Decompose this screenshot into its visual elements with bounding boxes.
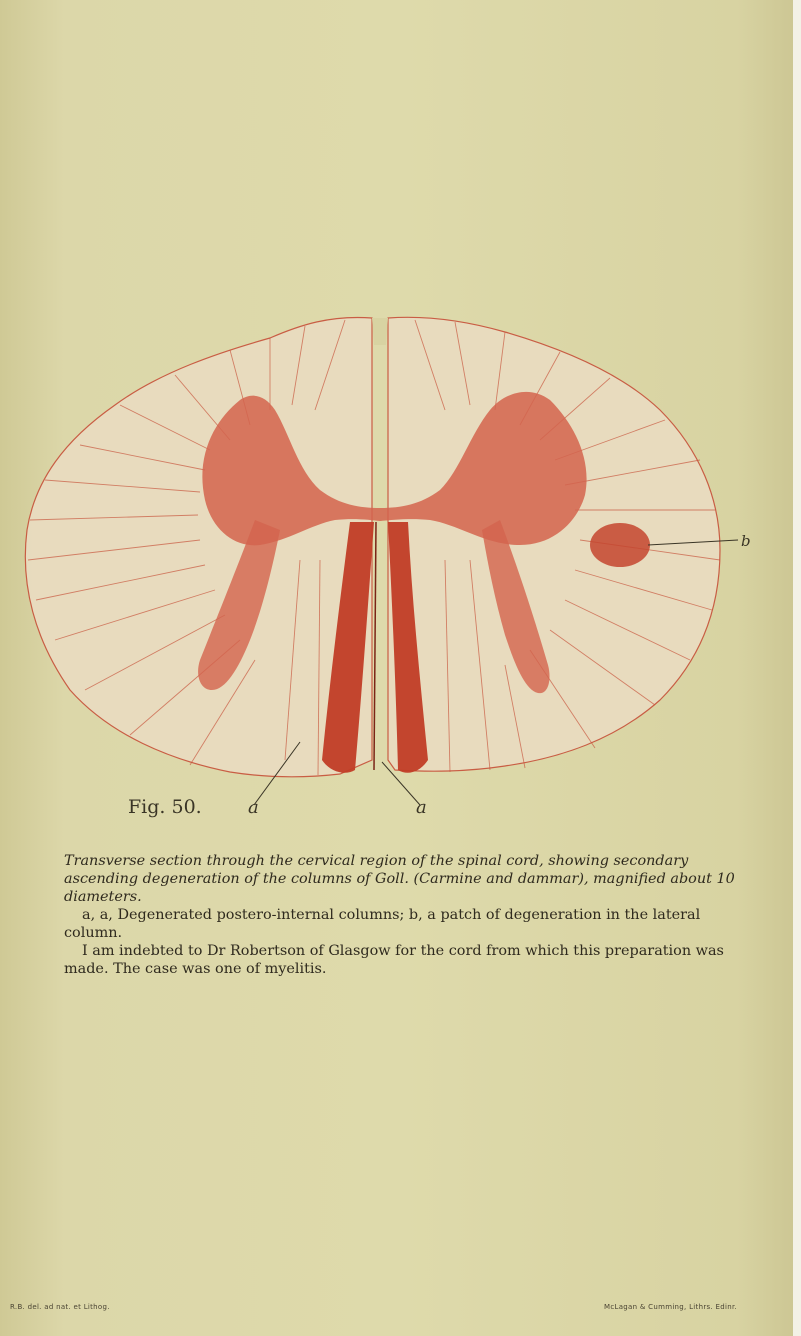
caption-title: Transverse section through the cervical region of the spinal cord, showing secondary ascending degeneration of the columns of Goll. (Carmine and dammar), magnified about 10 diameters. bbox=[64, 853, 735, 905]
marker-a-left: a bbox=[248, 797, 259, 818]
caption-note: I am indebted to Dr Robertson of Glasgow for the cord from which this preparation was made. The case was one of myelitis. bbox=[64, 943, 724, 977]
figure-caption bbox=[64, 852, 744, 978]
caption-legend: a, a, Degenerated postero-internal columns; b, a patch of degeneration in the lateral column. bbox=[64, 907, 701, 941]
figure-label: Fig. 50. bbox=[128, 796, 202, 818]
lateral-column-patch bbox=[590, 523, 650, 567]
marker-b: b bbox=[741, 532, 751, 550]
artist-imprint: R.B. del. ad nat. et Lithog. bbox=[10, 1303, 110, 1311]
marker-a-right: a bbox=[416, 797, 427, 818]
printer-imprint: McLagan & Cumming, Lithrs. Edinr. bbox=[604, 1303, 738, 1311]
